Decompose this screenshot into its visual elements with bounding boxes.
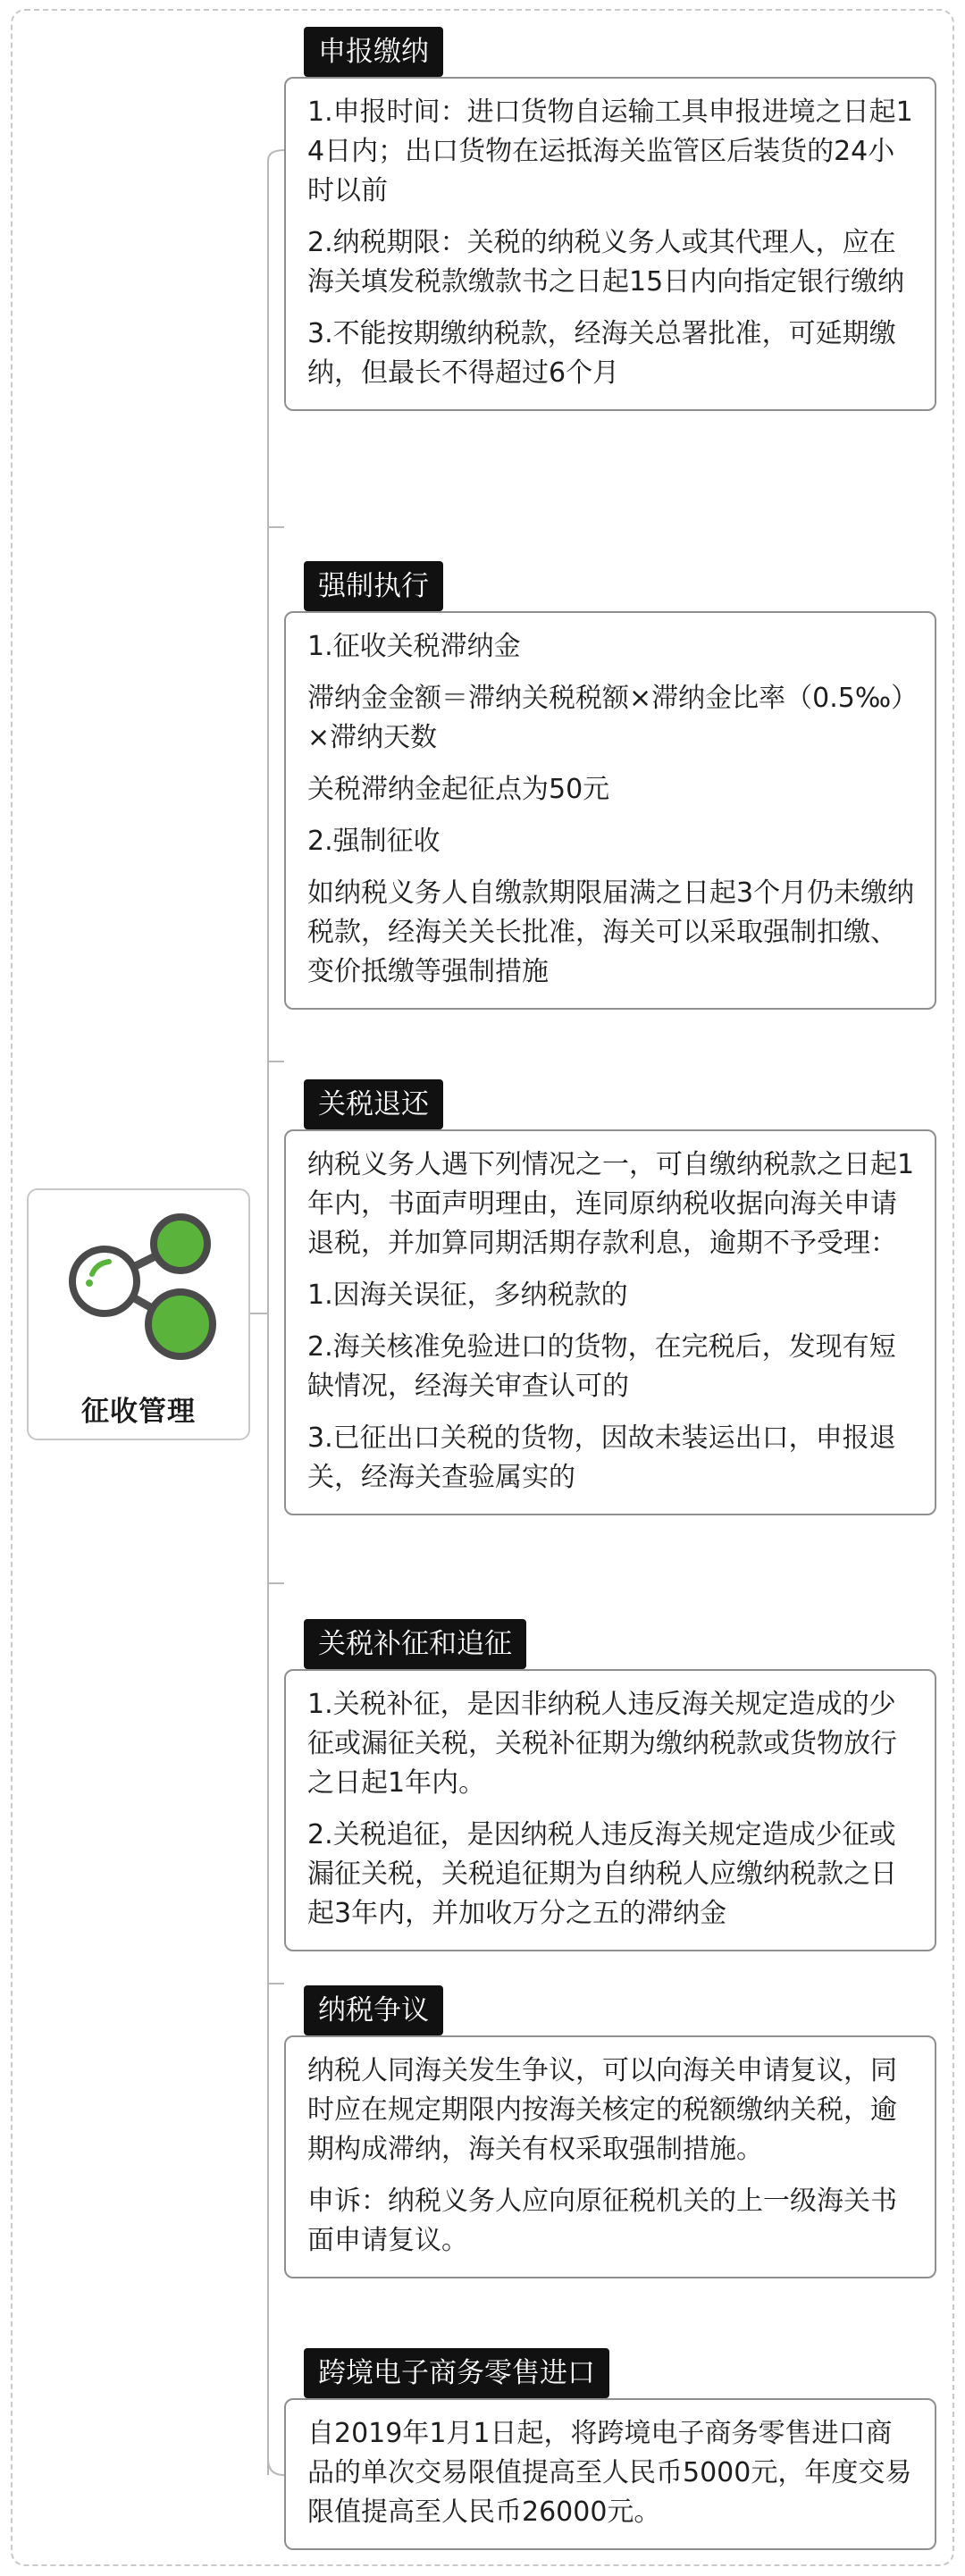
- root-node[interactable]: [27, 1188, 250, 1440]
- section-card: [284, 2398, 936, 2550]
- share-nodes-icon: [63, 1210, 223, 1362]
- section-paragraph: 1.关税补征，是因非纳税人违反海关规定造成的少征或漏征关税，关税补征期为缴纳税款或货物放行之日起1年内。: [307, 1689, 897, 1799]
- section-card: [284, 611, 936, 1010]
- section-tag[interactable]: 关税退还: [304, 1079, 443, 1129]
- section-paragraph: 1.申报时间：进口货物自运输工具申报进境之日起14日内；出口货物在运抵海关监管区后装货的24小时以前: [307, 96, 913, 206]
- section-paragraph: 申诉：纳税义务人应向原征税机关的上一级海关书面申请复议。: [307, 2186, 897, 2256]
- section-tag[interactable]: 强制执行: [304, 561, 443, 611]
- section-card: [284, 1129, 936, 1515]
- section-tag[interactable]: 纳税争议: [304, 1985, 443, 2035]
- section-paragraph: 滞纳金金额＝滞纳关税税额×滞纳金比率（0.5‰）×滞纳天数: [307, 683, 905, 753]
- section-paragraph: 关税滞纳金起征点为50元: [307, 774, 610, 805]
- section-tag[interactable]: 申报缴纳: [304, 27, 443, 77]
- section-paragraph: 3.已征出口关税的货物，因故未装运出口，申报退关，经海关查验属实的: [307, 1422, 896, 1493]
- section-paragraph: 2.强制征收: [307, 826, 441, 857]
- section-card: [284, 77, 936, 411]
- section-card: [284, 1669, 936, 1951]
- section-paragraph: 如纳税义务人自缴款期限届满之日起3个月仍未缴纳税款，经海关关长批准，海关可以采取强制扣缴、变价抵缴等强制措施: [307, 877, 915, 987]
- section-tag[interactable]: 跨境电子商务零售进口: [304, 2348, 609, 2398]
- section-paragraph: 纳税义务人遇下列情况之一，可自缴纳税款之日起1年内，书面声明理由，连同原纳税收据向海关申请退税，并加算同期活期存款利息，逾期不予受理：: [307, 1149, 915, 1259]
- section-tag[interactable]: 关税补征和追征: [304, 1619, 526, 1669]
- section-paragraph: 1.征收关税滞纳金: [307, 631, 521, 662]
- section-paragraph: 1.因海关误征，多纳税款的: [307, 1280, 628, 1311]
- section-paragraph: 自2019年1月1日起，将跨境电子商务零售进口商品的单次交易限值提高至人民币5000元，年度交易限值提高至人民币26000元。: [307, 2418, 912, 2528]
- section-card: [284, 2035, 936, 2278]
- section-paragraph: 2.海关核准免验进口的货物，在完税后，发现有短缺情况，经海关审查认可的: [307, 1331, 896, 1402]
- section-paragraph: 2.关税追征，是因纳税人违反海关规定造成少征或漏征关税，关税追征期为自纳税人应缴纳税款之日起3年内，并加收万分之五的滞纳金: [307, 1819, 897, 1929]
- root-label: 征收管理: [81, 1396, 196, 1428]
- section-paragraph: 2.纳税期限：关税的纳税义务人或其代理人，应在海关填发税款缴款书之日起15日内向指定银行缴纳: [307, 227, 905, 298]
- section-paragraph: 纳税人同海关发生争议，可以向海关申请复议，同时应在规定期限内按海关核定的税额缴纳关税，逾期构成滞纳，海关有权采取强制措施。: [307, 2055, 897, 2165]
- section-paragraph: 3.不能按期缴纳税款，经海关总署批准，可延期缴纳，但最长不得超过6个月: [307, 318, 896, 389]
